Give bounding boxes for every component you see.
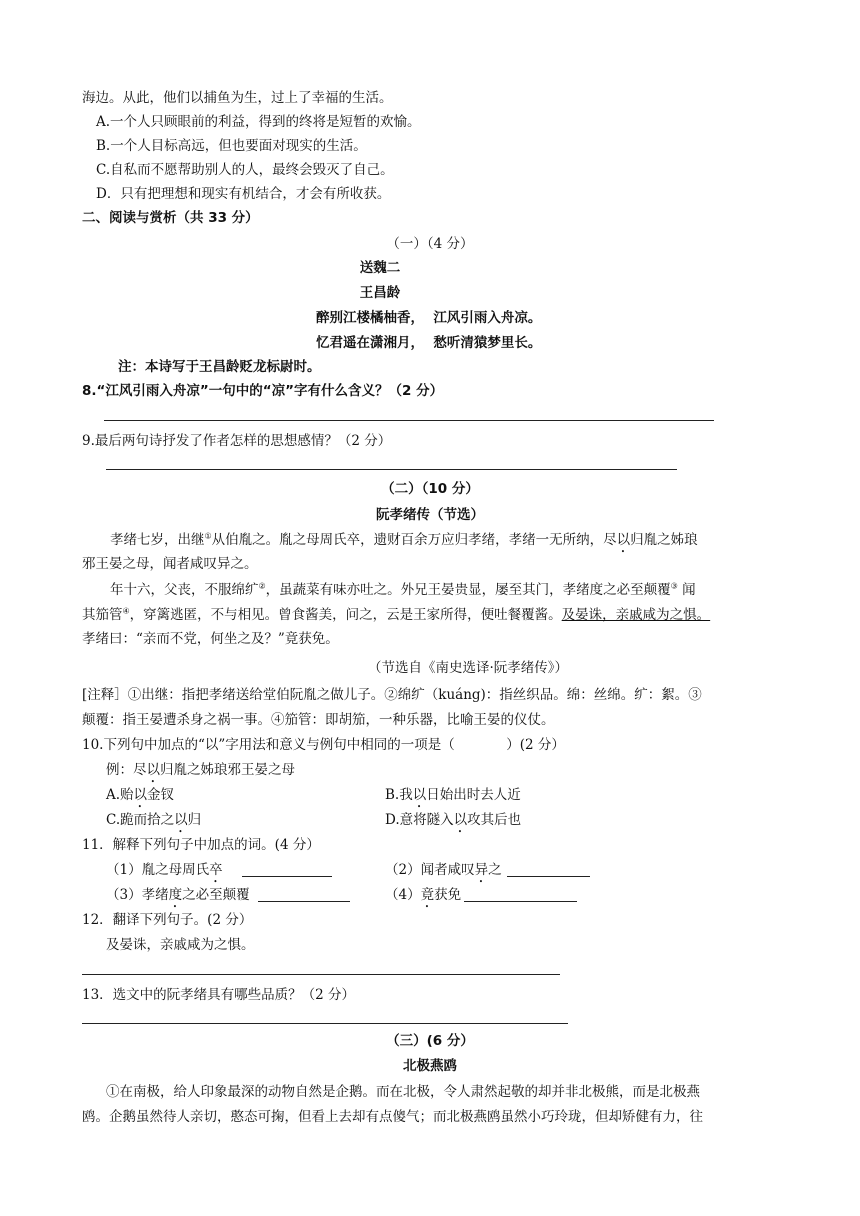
underlined-sentence: 及晏诛，亲戚咸为之惧。: [561, 607, 711, 623]
question-8: 8.“江风引雨入舟凉”一句中的“凉”字有什么含义？（2 分）: [82, 383, 444, 399]
q8-answer-line[interactable]: [104, 420, 714, 421]
story-end-text: 海边。从此，他们以捕鱼为生，过上了幸福的生活。: [82, 90, 393, 106]
q7-option-b: B.一个人目标高远，但也要面对现实的生活。: [96, 138, 367, 154]
passage-line-2: 邪王晏之母，闻者咸叹异之。: [82, 556, 258, 572]
question-9: 9.最后两句诗抒发了作者怎样的思想感情？（2 分）: [82, 433, 392, 449]
q12-sentence: 及晏诛，亲戚咸为之惧。: [106, 937, 255, 953]
annotation-line-2: 颠覆：指王晏遭杀身之祸一事。④笳管：即胡笳，一种乐器，比喻王晏的仪仗。: [82, 712, 555, 728]
poem-author: 王昌龄: [359, 285, 401, 301]
part3-header: （三）(6 分）: [386, 1033, 474, 1049]
passage-title: 阮孝绪传（节选）: [376, 507, 484, 523]
q10-option-a[interactable]: A.贻以金钗: [106, 787, 175, 803]
section-title: 二、阅读与赏析（共 33 分）: [82, 210, 259, 226]
poem-line-1: 醉别江楼橘柚香， 江风引雨入舟凉。: [316, 310, 542, 326]
q11-item-1: （1）胤之母周氏卒: [106, 862, 223, 878]
part2-header: （二）（10 分）: [381, 481, 479, 497]
q13-answer-line[interactable]: [82, 1023, 568, 1024]
q7-option-d: D．只有把理想和现实有机结合，才会有所收获。: [96, 186, 391, 202]
q9-answer-line[interactable]: [106, 469, 677, 470]
article-line-1: ①在南极，给人印象最深的动物自然是企鹅。而在北极，令人肃然起敬的却并非北极熊，而是北极燕: [106, 1084, 700, 1100]
q12-answer-line[interactable]: [82, 974, 560, 975]
q11-item-3-blank[interactable]: [258, 901, 350, 902]
q10-example: 例：尽以归胤之姊琅邪王晏之母: [106, 762, 295, 778]
q11-item-3: （3）孝绪度之必至颠覆: [106, 887, 250, 903]
question-11: 11．解释下列句子中加点的词。(4 分）: [82, 837, 320, 853]
q7-option-c: C.自私而不愿帮助别人的人，最终会毁灭了自己。: [96, 162, 394, 178]
annotation-line-1: [注释］①出继：指把孝绪送给堂伯阮胤之做儿子。②绵纩（kuáng)：指丝织品。绵：丝绵。纩：絮。③: [82, 687, 702, 703]
q7-option-a: A.一个人只顾眼前的利益，得到的终将是短暂的欢愉。: [96, 114, 421, 130]
question-13: 13．选文中的阮孝绪具有哪些品质？（2 分）: [82, 987, 356, 1003]
q11-item-2: （2）闻者咸叹异之: [385, 862, 502, 878]
question-12: 12．翻译下列句子。(2 分）: [82, 912, 253, 928]
passage-source: （节选自《南史选译·阮孝绪传》）: [368, 660, 569, 676]
q10-option-b[interactable]: B.我以日始出时去人近: [385, 787, 521, 803]
passage-line-3: 年十六，父丧，不服绵纩②，虽蔬菜有味亦吐之。外兄王晏贵显，屡至其门，孝绪度之必至颠覆③ 闻: [110, 581, 696, 598]
question-10: 10.下列句中加点的“以”字用法和意义与例句中相同的一项是（ ）(2 分）: [82, 737, 565, 753]
article-line-2: 鸥。企鹅虽然待人亲切，憨态可掬，但看上去却有点傻气；而北极燕鸥虽然小巧玲珑，但却矫健有力，往: [82, 1109, 703, 1125]
poem-title: 送魏二: [359, 260, 401, 276]
q11-item-4-blank[interactable]: [464, 901, 577, 902]
passage-line-4: 其笳管④，穿篱逃匿，不与相见。曾食酱美，问之，云是王家所得，便吐餐覆酱。及晏诛，亲戚咸为之惧。: [82, 606, 711, 623]
article-title: 北极燕鸥: [403, 1058, 457, 1074]
q11-item-1-blank[interactable]: [242, 876, 332, 877]
poem-line-2: 忆君遥在潇湘月， 愁听清猿梦里长。: [316, 335, 542, 351]
poem-note: 注：本诗写于王昌龄贬龙标尉时。: [118, 359, 321, 375]
q11-item-2-blank[interactable]: [507, 876, 590, 877]
q10-option-d[interactable]: D.意将隧入以攻其后也: [385, 812, 522, 828]
part1-header: （一）（4 分）: [386, 236, 474, 252]
passage-line-1: 孝绪七岁，出继①从伯胤之。胤之母周氏卒，遗财百余万应归孝绪，孝绪一无所纳，尽以归胤之姊琅: [110, 531, 698, 548]
q10-option-c[interactable]: C.跪而拾之以归: [106, 812, 202, 828]
q11-item-4: （4）竟获免: [385, 887, 462, 903]
passage-line-5: 孝绪曰：“亲而不党，何坐之及？”竟获免。: [82, 631, 339, 647]
